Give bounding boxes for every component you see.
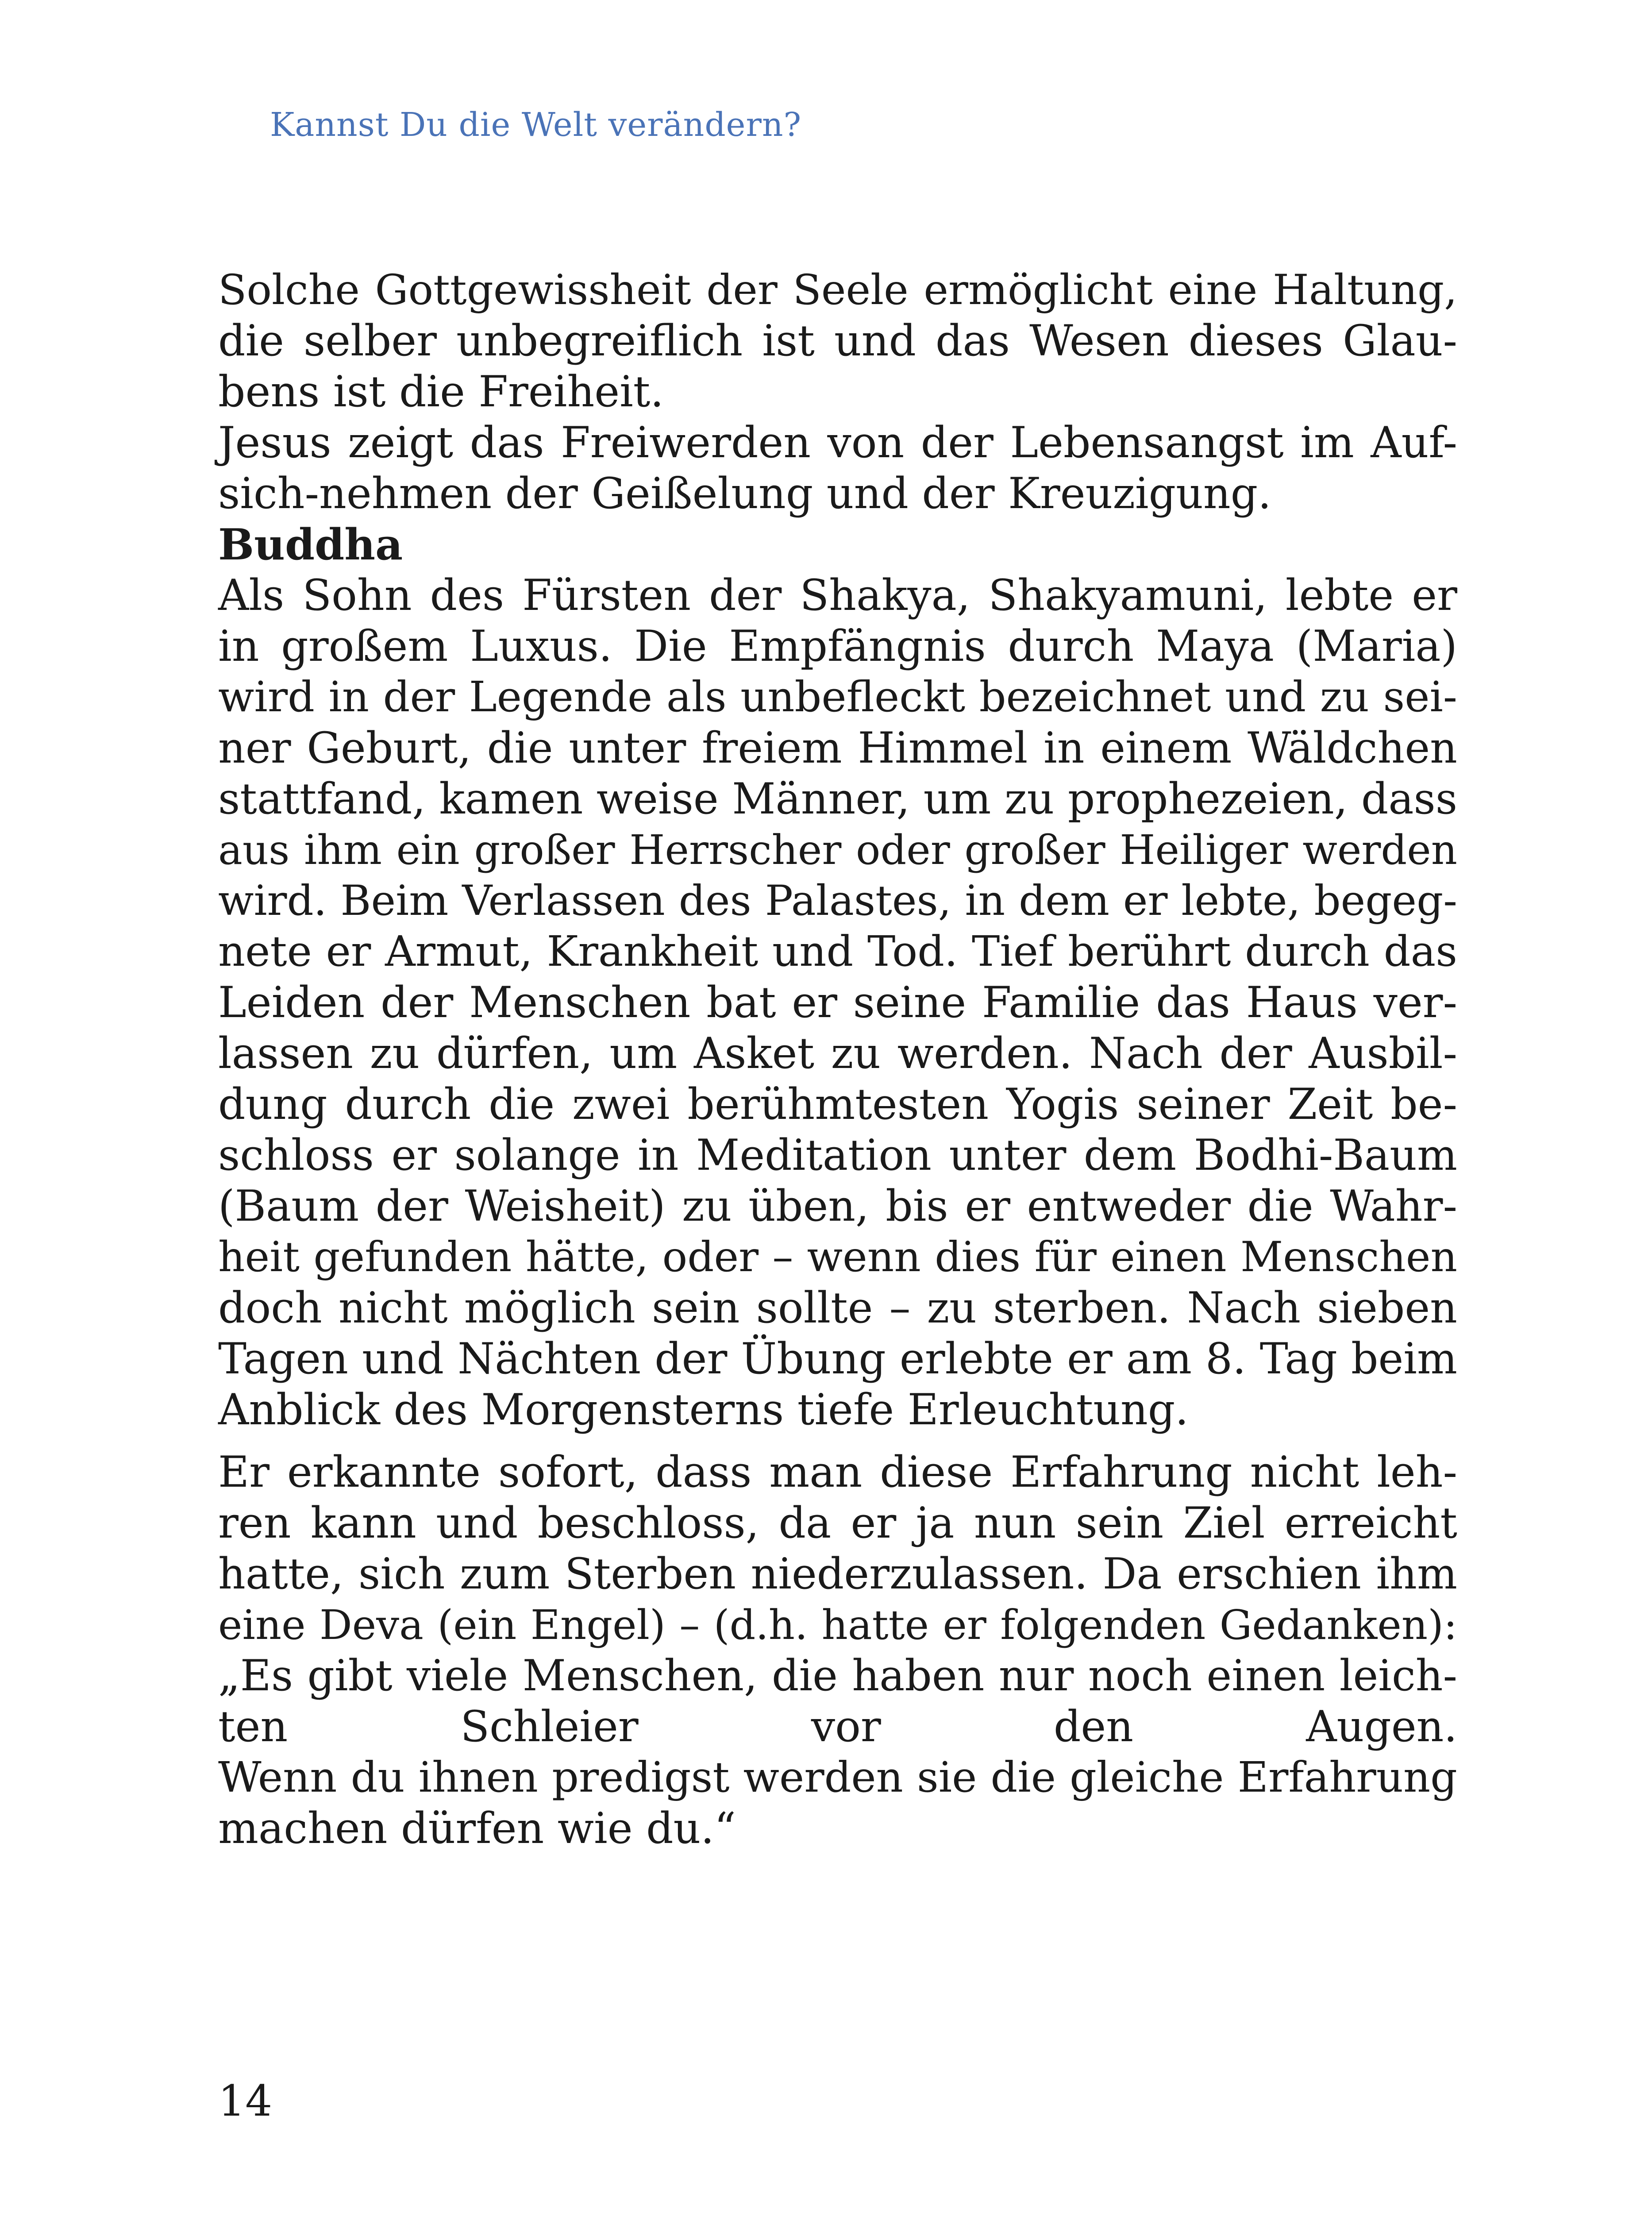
text-line: heit gefunden hätte, oder – wenn dies für einen Menschen (218, 1233, 1457, 1281)
text-line: machen dürfen wie du.“ (218, 1804, 736, 1853)
text-line: eine Deva (ein Engel) – (d.h. hatte er folgenden Gedanken): (218, 1601, 1457, 1649)
text-line: Als Sohn des Fürsten der Shakya, Shakyamuni, lebte er (218, 571, 1457, 620)
text-line: dung durch die zwei berühmtesten Yogis seiner Zeit be- (218, 1080, 1457, 1129)
text-line: die selber unbegreiflich ist und das Wesen dieses Glau- (218, 316, 1457, 366)
page-number: 14 (218, 2076, 273, 2126)
text-line: Wenn du ihnen predigst werden sie die gleiche Erfahrung (218, 1753, 1457, 1802)
running-header: Kannst Du die Welt verändern? (270, 106, 802, 144)
text-line: lassen zu dürfen, um Asket zu werden. Nach der Ausbil- (218, 1029, 1457, 1078)
text-line: Solche Gottgewissheit der Seele ermöglicht eine Haltung, (218, 266, 1457, 314)
text-line: Leiden der Menschen bat er seine Familie das Haus ver- (218, 978, 1457, 1027)
text-line: „Es gibt viele Menschen, die haben nur noch einen leich- (218, 1651, 1457, 1700)
text-line: aus ihm ein großer Herrscher oder großer Heiliger werden (218, 826, 1457, 874)
section-heading-buddha: Buddha (218, 520, 403, 570)
paragraph-buddha-enlightenment (218, 1447, 1457, 1854)
text-line: (Baum der Weisheit) zu üben, bis er entweder die Wahr- (218, 1181, 1457, 1231)
text-line: in großem Luxus. Die Empfängnis durch Maya (Maria) (218, 621, 1457, 671)
text-line: Anblick des Morgensterns tiefe Erleuchtung. (218, 1385, 1189, 1434)
text-line: doch nicht möglich sein sollte – zu sterben. Nach sieben (218, 1283, 1457, 1333)
text-line: Tagen und Nächten der Übung erlebte er am 8. Tag beim (218, 1334, 1457, 1384)
text-line: ren kann und beschloss, da er ja nun sein Ziel erreicht (218, 1498, 1457, 1548)
paragraph-gottgewissheit (218, 265, 1457, 417)
text-line: wird. Beim Verlassen des Palastes, in dem er lebte, begeg- (218, 877, 1457, 925)
text-line: ner Geburt, die unter freiem Himmel in einem Wäldchen (218, 723, 1457, 773)
text-line: stattfand, kamen weise Männer, um zu prophezeien, dass (218, 774, 1458, 824)
text-line: sich-nehmen der Geißelung und der Kreuzigung. (218, 469, 1271, 518)
text-line: bens ist die Freiheit. (218, 367, 664, 416)
text-line: schloss er solange in Meditation unter dem Bodhi-Baum (218, 1130, 1457, 1180)
text-line: ten Schleier vor den Augen. (218, 1702, 1457, 1751)
paragraph-buddha-life (218, 570, 1457, 1435)
paragraph-jesus (218, 417, 1457, 519)
text-line: Jesus zeigt das Freiwerden von der Lebensangst im Auf- (218, 418, 1457, 467)
text-line: hatte, sich zum Sterben niederzulassen. Da erschien ihm (218, 1549, 1457, 1599)
text-line: wird in der Legende als unbefleckt bezeichnet und zu sei- (218, 673, 1457, 721)
body-text (218, 265, 1457, 1854)
text-line: nete er Armut, Krankheit und Tod. Tief berührt durch das (218, 927, 1457, 976)
text-line: Er erkannte sofort, dass man diese Erfahrung nicht leh- (218, 1447, 1457, 1497)
